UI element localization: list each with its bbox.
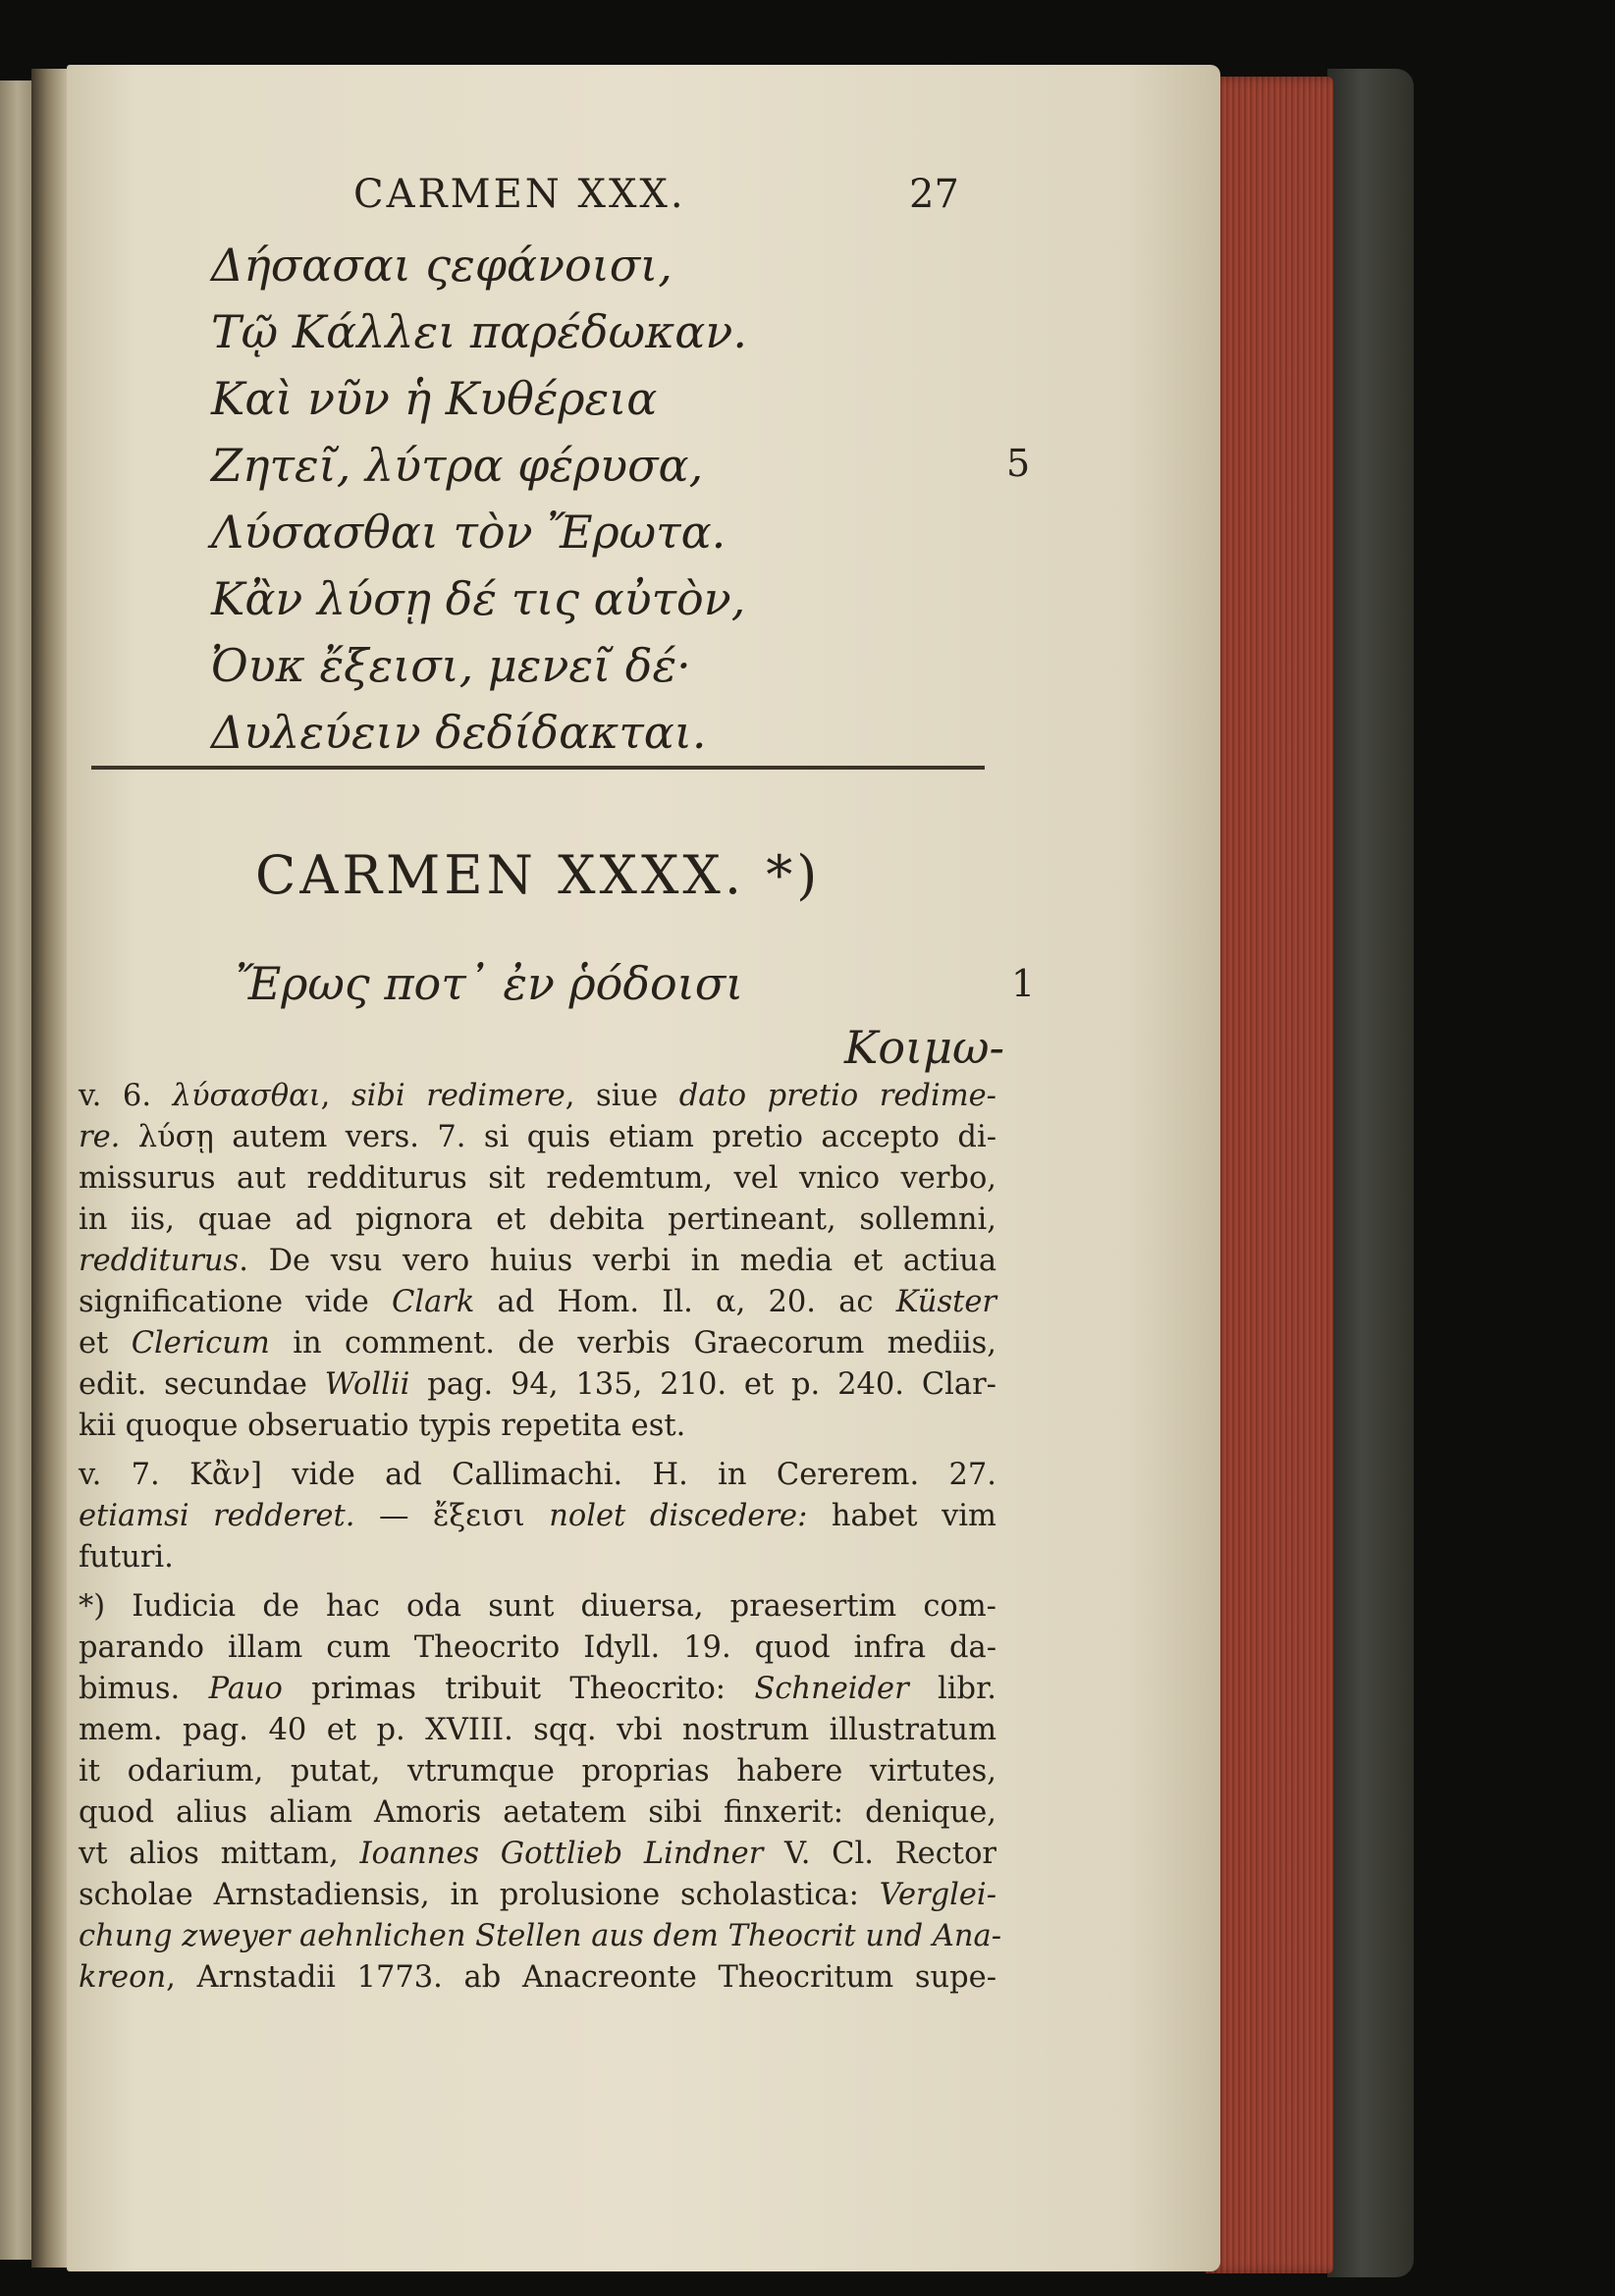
note-text: ad Hom. Il. α, 20. ac — [474, 1285, 896, 1319]
carmen-title: CARMEN XXXX. *) — [255, 844, 822, 906]
note-text: re. — [79, 1120, 121, 1154]
note-text: it odarium, putat, vtrumque proprias habere virtutes, — [79, 1754, 996, 1789]
note-text: Küster — [895, 1285, 996, 1319]
verse-line: Ζητεῖ, λύτρα φέρυσα, — [211, 439, 704, 492]
note-line — [79, 1496, 996, 1537]
note-line — [79, 1117, 996, 1158]
section-rule — [91, 766, 985, 770]
note-text: Verglei- — [879, 1878, 996, 1912]
note-text: nolet discedere: — [549, 1499, 808, 1533]
note-line — [79, 1406, 996, 1447]
note-line — [79, 1957, 996, 1999]
note-line — [79, 1586, 996, 1628]
note-text: V. Cl. Rector — [763, 1837, 997, 1871]
note-line — [79, 1364, 996, 1406]
note-text: . De vsu vero huius verbi in media et actiua — [239, 1244, 996, 1278]
verse-line-number: 5 — [1006, 442, 1031, 485]
note-line — [79, 1076, 996, 1117]
note-text: redditurus — [79, 1244, 240, 1278]
note-text: Pauo — [208, 1672, 283, 1706]
note-text: quod alius aliam Amoris aetatem sibi finxerit: denique, — [79, 1795, 996, 1830]
note-text: Clericum — [131, 1326, 270, 1361]
note-text: sibi redimere — [350, 1079, 565, 1113]
note-text: pag. 94, 135, 210. et p. 240. Clar- — [409, 1367, 996, 1402]
opening-verse: Ἔρως ποτ᾽ ἐν ῥόδοισι — [236, 957, 744, 1010]
note-line — [79, 1669, 996, 1710]
note-text: kii quoque obseruatio typis repetita est. — [79, 1409, 686, 1443]
verse-line: Δήσασαι ςεφάνοισι, — [211, 239, 673, 292]
note-text: habet vim — [807, 1499, 996, 1533]
note-line — [79, 1875, 996, 1916]
verse-line: Λύσασθαι τὸν Ἔρωτα. — [211, 506, 727, 559]
note-line — [79, 1537, 996, 1578]
note-line — [79, 1628, 996, 1669]
note-text: libr. — [908, 1672, 997, 1706]
note-line — [79, 1834, 996, 1875]
verse-line: Δυλεύειν δεδίδακται. — [211, 706, 707, 759]
note-line — [79, 1710, 996, 1751]
verse-line: Κἂν λύσῃ δέ τις αὐτὸν, — [211, 572, 746, 625]
note-line — [79, 1200, 996, 1241]
note-text: kreon — [79, 1960, 167, 1995]
note-text: mem. pag. 40 et p. XVIII. sqq. vbi nostrum illustratum — [79, 1713, 996, 1747]
note-line — [79, 1323, 996, 1364]
catchword: Κοιμω- — [844, 1021, 1005, 1074]
note-line — [79, 1282, 996, 1323]
note-text: Wollii — [324, 1367, 410, 1402]
note-text: Clark — [392, 1285, 475, 1319]
note-line — [79, 1751, 996, 1792]
note-text: chung zweyer aehnlichen Stellen aus dem Theocrit und Ana- — [79, 1919, 1002, 1953]
note-line — [79, 1792, 996, 1834]
note-text: parando illam cum Theocrito Idyll. 19. quod infra da- — [79, 1630, 996, 1665]
running-head: CARMEN XXX. — [353, 172, 686, 217]
note-text: vt alios mittam, — [79, 1837, 360, 1871]
note-line — [79, 1455, 996, 1496]
note-text: bimus. — [79, 1672, 209, 1706]
note-text: *) Iudicia de hac oda sunt diuersa, praesertim com- — [79, 1589, 996, 1624]
note-text: in iis, quae ad pignora et debita pertineant, sollemni, — [79, 1202, 996, 1237]
note-text: primas tribuit Theocrito: — [282, 1672, 755, 1706]
note-text: , siue — [565, 1079, 679, 1113]
note-text: v. 6. — [79, 1079, 173, 1113]
opening-line-number: 1 — [1011, 962, 1036, 1005]
note-text: λύσῃ autem vers. 7. si quis etiam pretio accepto di- — [120, 1120, 996, 1154]
note-text: futuri. — [79, 1540, 174, 1575]
note-text: λύσασθαι — [172, 1079, 321, 1113]
note-text: , Arnstadii 1773. ab Anacreonte Theocritum supe- — [166, 1960, 996, 1995]
note-line — [79, 1916, 1002, 1957]
note-text: v. 7. Κἂν] vide ad Callimachi. H. in Cererem. 27. — [79, 1458, 996, 1492]
note-text: dato pretio redime- — [678, 1079, 996, 1113]
verse-line: Καὶ νῦν ἡ Κυθέρεια — [211, 372, 658, 425]
note-text: significatione vide — [79, 1285, 392, 1319]
note-line — [79, 1158, 996, 1200]
note-text: — ἔξεισι — [354, 1499, 550, 1533]
note-text: edit. secundae — [79, 1367, 325, 1402]
note-text: , — [320, 1079, 351, 1113]
note-text: Schneider — [754, 1672, 909, 1706]
note-text: Ioannes Gottlieb Lindner — [359, 1837, 764, 1871]
note-text: in comment. de verbis Graecorum mediis, — [269, 1326, 996, 1361]
page-number: 27 — [909, 172, 959, 217]
verse-line: Τῷ Κάλλει παρέδωκαν. — [211, 305, 747, 358]
note-text: etiamsi redderet. — [79, 1499, 355, 1533]
note-text: et — [79, 1326, 132, 1361]
verse-line: Ὀυκ ἔξεισι, μενεῖ δέ· — [211, 639, 691, 692]
note-line — [79, 1241, 996, 1282]
note-text: missurus aut redditurus sit redemtum, vel vnico verbo, — [79, 1161, 996, 1196]
note-text: scholae Arnstadiensis, in prolusione scholastica: — [79, 1878, 880, 1912]
